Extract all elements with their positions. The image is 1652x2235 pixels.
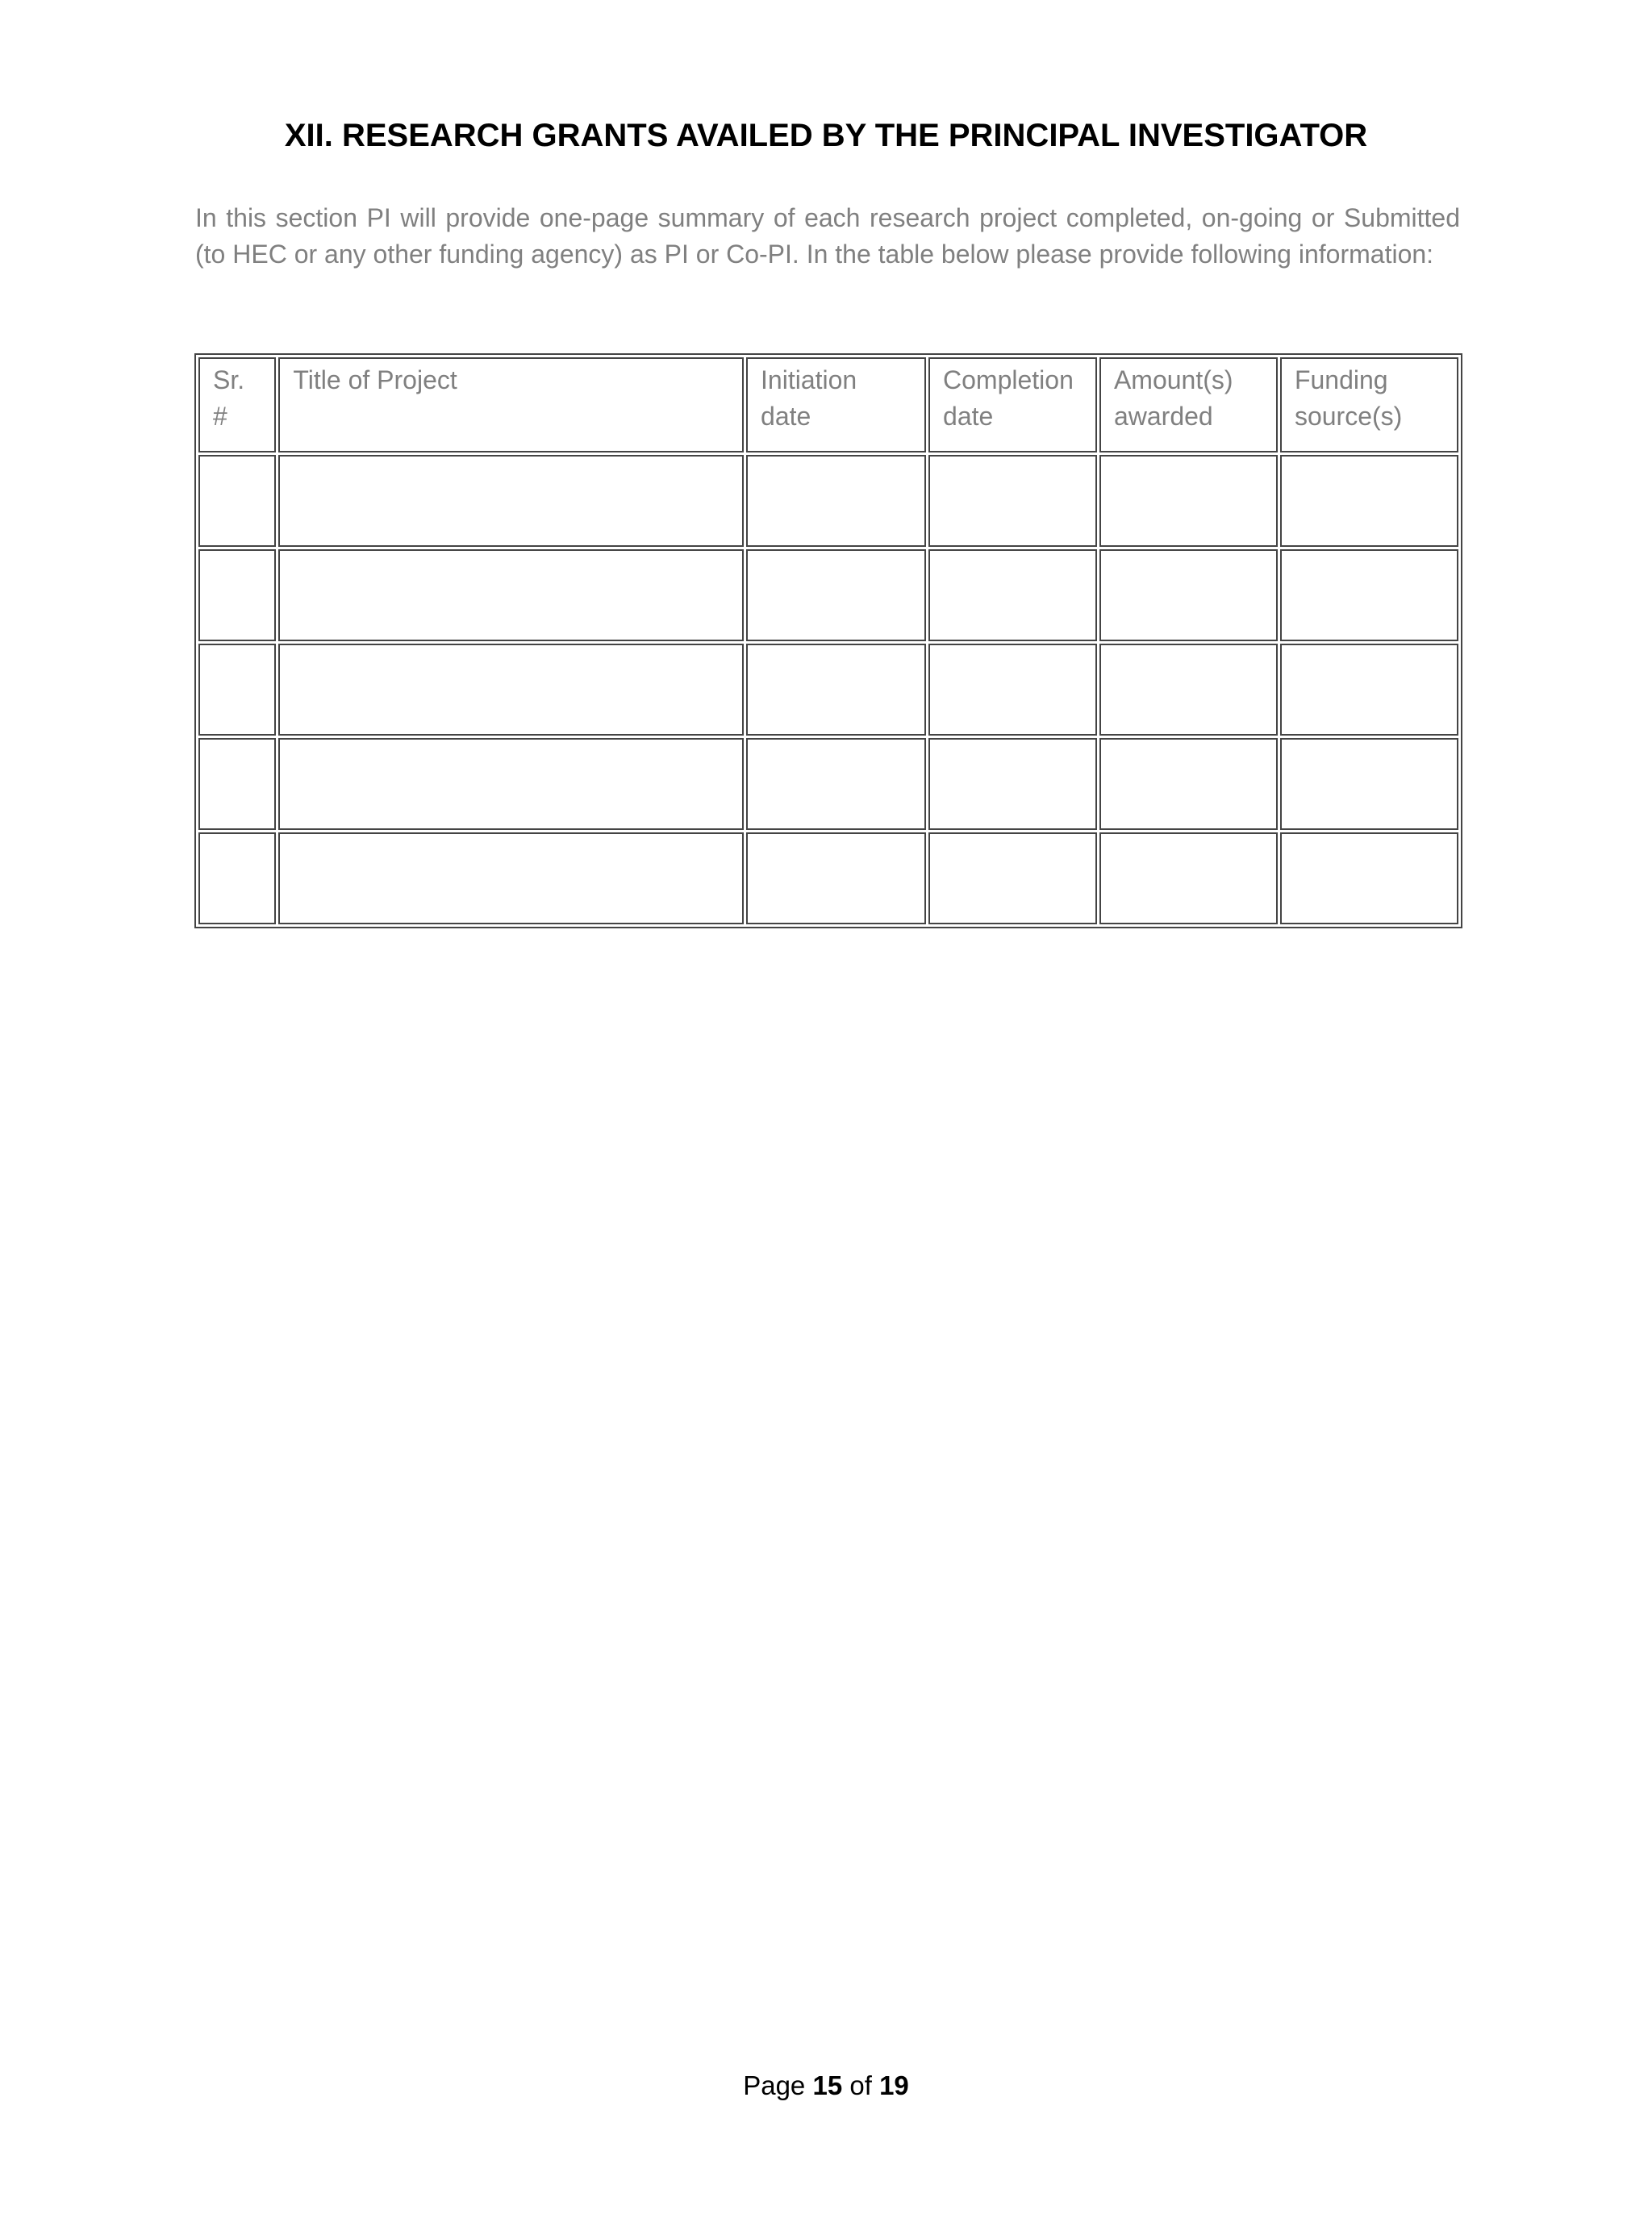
cell-completion-date[interactable] xyxy=(928,549,1097,641)
cell-sr-number[interactable] xyxy=(198,455,276,547)
cell-completion-date[interactable] xyxy=(928,644,1097,736)
cell-amount-awarded[interactable] xyxy=(1099,738,1278,830)
cell-title-of-project[interactable] xyxy=(278,644,744,736)
header-completion-line1: Completion xyxy=(943,365,1074,394)
cell-amount-awarded[interactable] xyxy=(1099,832,1278,924)
page-footer xyxy=(0,2070,1652,2101)
header-completion-line2: date xyxy=(943,402,994,431)
footer-page-word: Page xyxy=(743,2070,806,2100)
cell-sr-number[interactable] xyxy=(198,738,276,830)
cell-funding-source[interactable] xyxy=(1280,832,1458,924)
header-sr-line2: # xyxy=(213,402,227,431)
cell-initiation-date[interactable] xyxy=(746,644,926,736)
section-intro: In this section PI will provide one-page summary of each research project completed, on-going or Submitted (to HEC or any other funding agency) as PI or Co-PI. In the table below please provide following information: xyxy=(195,203,1460,269)
header-funding-source xyxy=(1280,357,1458,452)
table-row xyxy=(198,738,1458,830)
cell-amount-awarded[interactable] xyxy=(1099,549,1278,641)
header-initiation-line1: Initiation xyxy=(761,365,857,394)
cell-completion-date[interactable] xyxy=(928,738,1097,830)
header-sr-line1: Sr. xyxy=(213,365,245,394)
cell-initiation-date[interactable] xyxy=(746,738,926,830)
cell-funding-source[interactable] xyxy=(1280,644,1458,736)
header-title-of-project xyxy=(278,357,744,452)
section-heading: XII. RESEARCH GRANTS AVAILED BY THE PRINCIPAL INVESTIGATOR xyxy=(284,118,1368,153)
header-sr-number xyxy=(198,357,276,452)
cell-initiation-date[interactable] xyxy=(746,549,926,641)
cell-amount-awarded[interactable] xyxy=(1099,644,1278,736)
cell-sr-number[interactable] xyxy=(198,832,276,924)
research-grants-table xyxy=(194,353,1462,928)
cell-initiation-date[interactable] xyxy=(746,455,926,547)
table-row xyxy=(198,549,1458,641)
footer-of-word: of xyxy=(849,2070,872,2100)
cell-initiation-date[interactable] xyxy=(746,832,926,924)
header-completion-date xyxy=(928,357,1097,452)
cell-title-of-project[interactable] xyxy=(278,832,744,924)
header-funding-line2: source(s) xyxy=(1294,402,1403,431)
cell-title-of-project[interactable] xyxy=(278,455,744,547)
cell-funding-source[interactable] xyxy=(1280,549,1458,641)
table-row xyxy=(198,455,1458,547)
cell-completion-date[interactable] xyxy=(928,832,1097,924)
footer-total-pages: 19 xyxy=(879,2070,909,2100)
cell-funding-source[interactable] xyxy=(1280,455,1458,547)
header-amount-awarded xyxy=(1099,357,1278,452)
header-title-label: Title of Project xyxy=(293,365,457,394)
header-amount-line2: awarded xyxy=(1113,402,1213,431)
header-funding-line1: Funding xyxy=(1294,365,1388,394)
header-initiation-date xyxy=(746,357,926,452)
cell-title-of-project[interactable] xyxy=(278,549,744,641)
header-amount-line1: Amount(s) xyxy=(1113,365,1233,394)
cell-completion-date[interactable] xyxy=(928,455,1097,547)
cell-amount-awarded[interactable] xyxy=(1099,455,1278,547)
cell-title-of-project[interactable] xyxy=(278,738,744,830)
header-initiation-line2: date xyxy=(761,402,811,431)
cell-sr-number[interactable] xyxy=(198,549,276,641)
table-row xyxy=(198,832,1458,924)
table-header-row xyxy=(198,357,1458,452)
cell-sr-number[interactable] xyxy=(198,644,276,736)
cell-funding-source[interactable] xyxy=(1280,738,1458,830)
table-row xyxy=(198,644,1458,736)
footer-current-page: 15 xyxy=(812,2070,843,2100)
